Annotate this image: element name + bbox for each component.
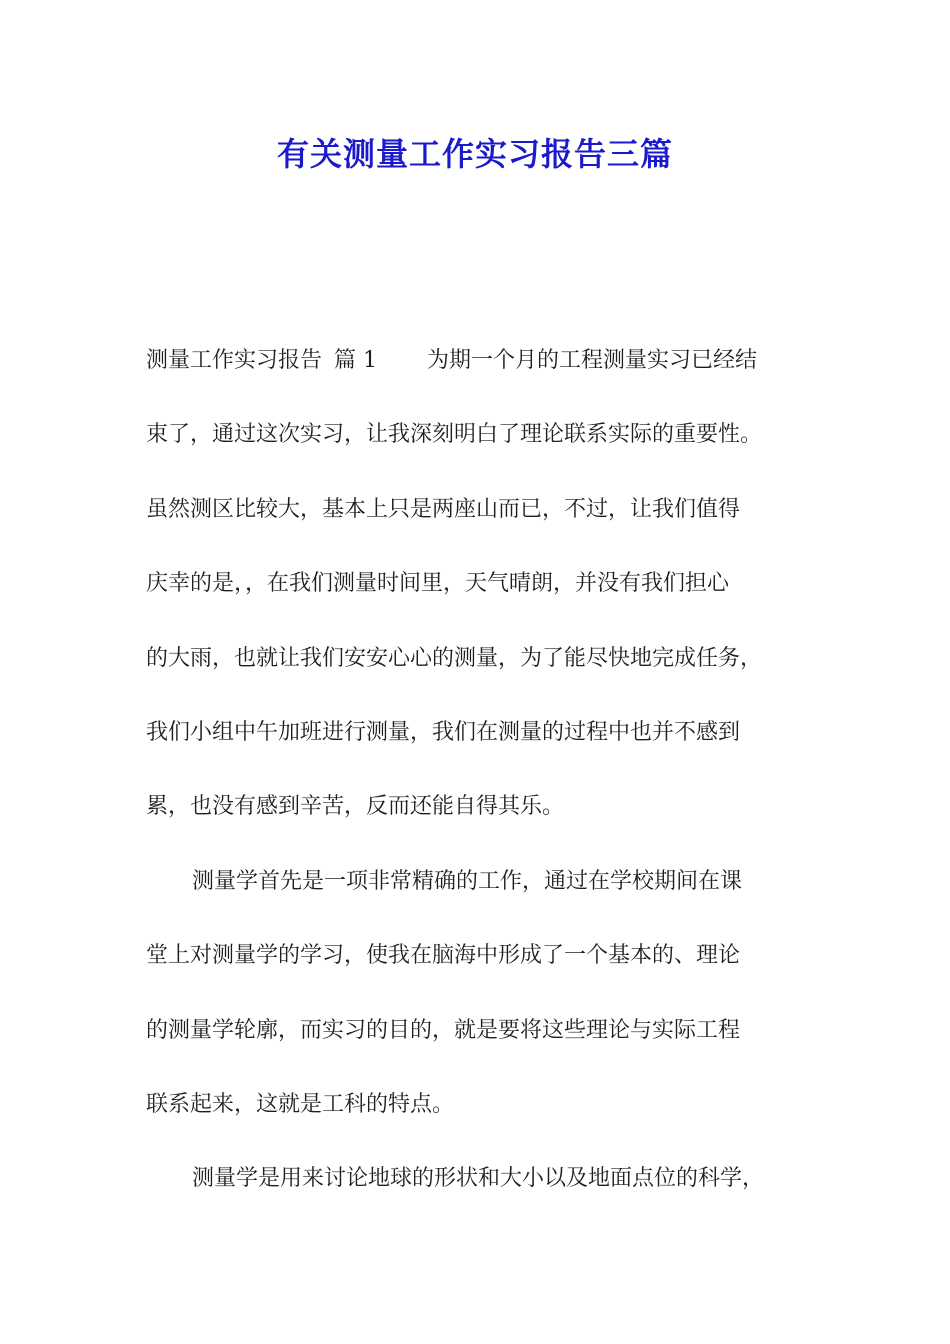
document-body xyxy=(146,338,814,1231)
report-heading-label: 测量工作实习报告 xyxy=(146,348,323,373)
document-title: 有关测量工作实习报告三篇 xyxy=(276,135,673,173)
paragraph-line: 测量学首先是一项非常精确的工作，通过在学校期间在课 xyxy=(192,868,743,894)
paragraph-line: 我们小组中午加班进行测量，我们在测量的过程中也并不感到 xyxy=(146,719,741,745)
paragraph-line: 虽然测区比较大，基本上只是两座山而已，不过，让我们值得 xyxy=(146,496,741,522)
paragraph-line: 的测量学轮廓，而实习的目的，就是要将这些理论与实际工程 xyxy=(146,1017,741,1043)
line-text: 为期一个月的工程测量实习已经结 xyxy=(427,348,758,373)
paragraph-line: 累，也没有感到辛苦，反而还能自得其乐。 xyxy=(146,794,565,820)
report-heading-suffix: 篇 1 xyxy=(334,348,378,373)
paragraph-line: 堂上对测量学的学习，使我在脑海中形成了一个基本的、理论 xyxy=(146,943,741,969)
paragraph-line xyxy=(146,338,814,412)
paragraph-line: 庆幸的是，，在我们测量时间里，天气晴朗，并没有我们担心 xyxy=(146,571,730,597)
paragraph-line: 的大雨，也就让我们安安心心的测量，为了能尽快地完成任务， xyxy=(146,645,763,671)
paragraph-line: 束了，通过这次实习，让我深刻明白了理论联系实际的重要性。 xyxy=(146,422,763,448)
paragraph-line: 测量学是用来讨论地球的形状和大小以及地面点位的科学， xyxy=(192,1166,765,1192)
paragraph-line: 联系起来，这就是工科的特点。 xyxy=(146,1091,455,1117)
